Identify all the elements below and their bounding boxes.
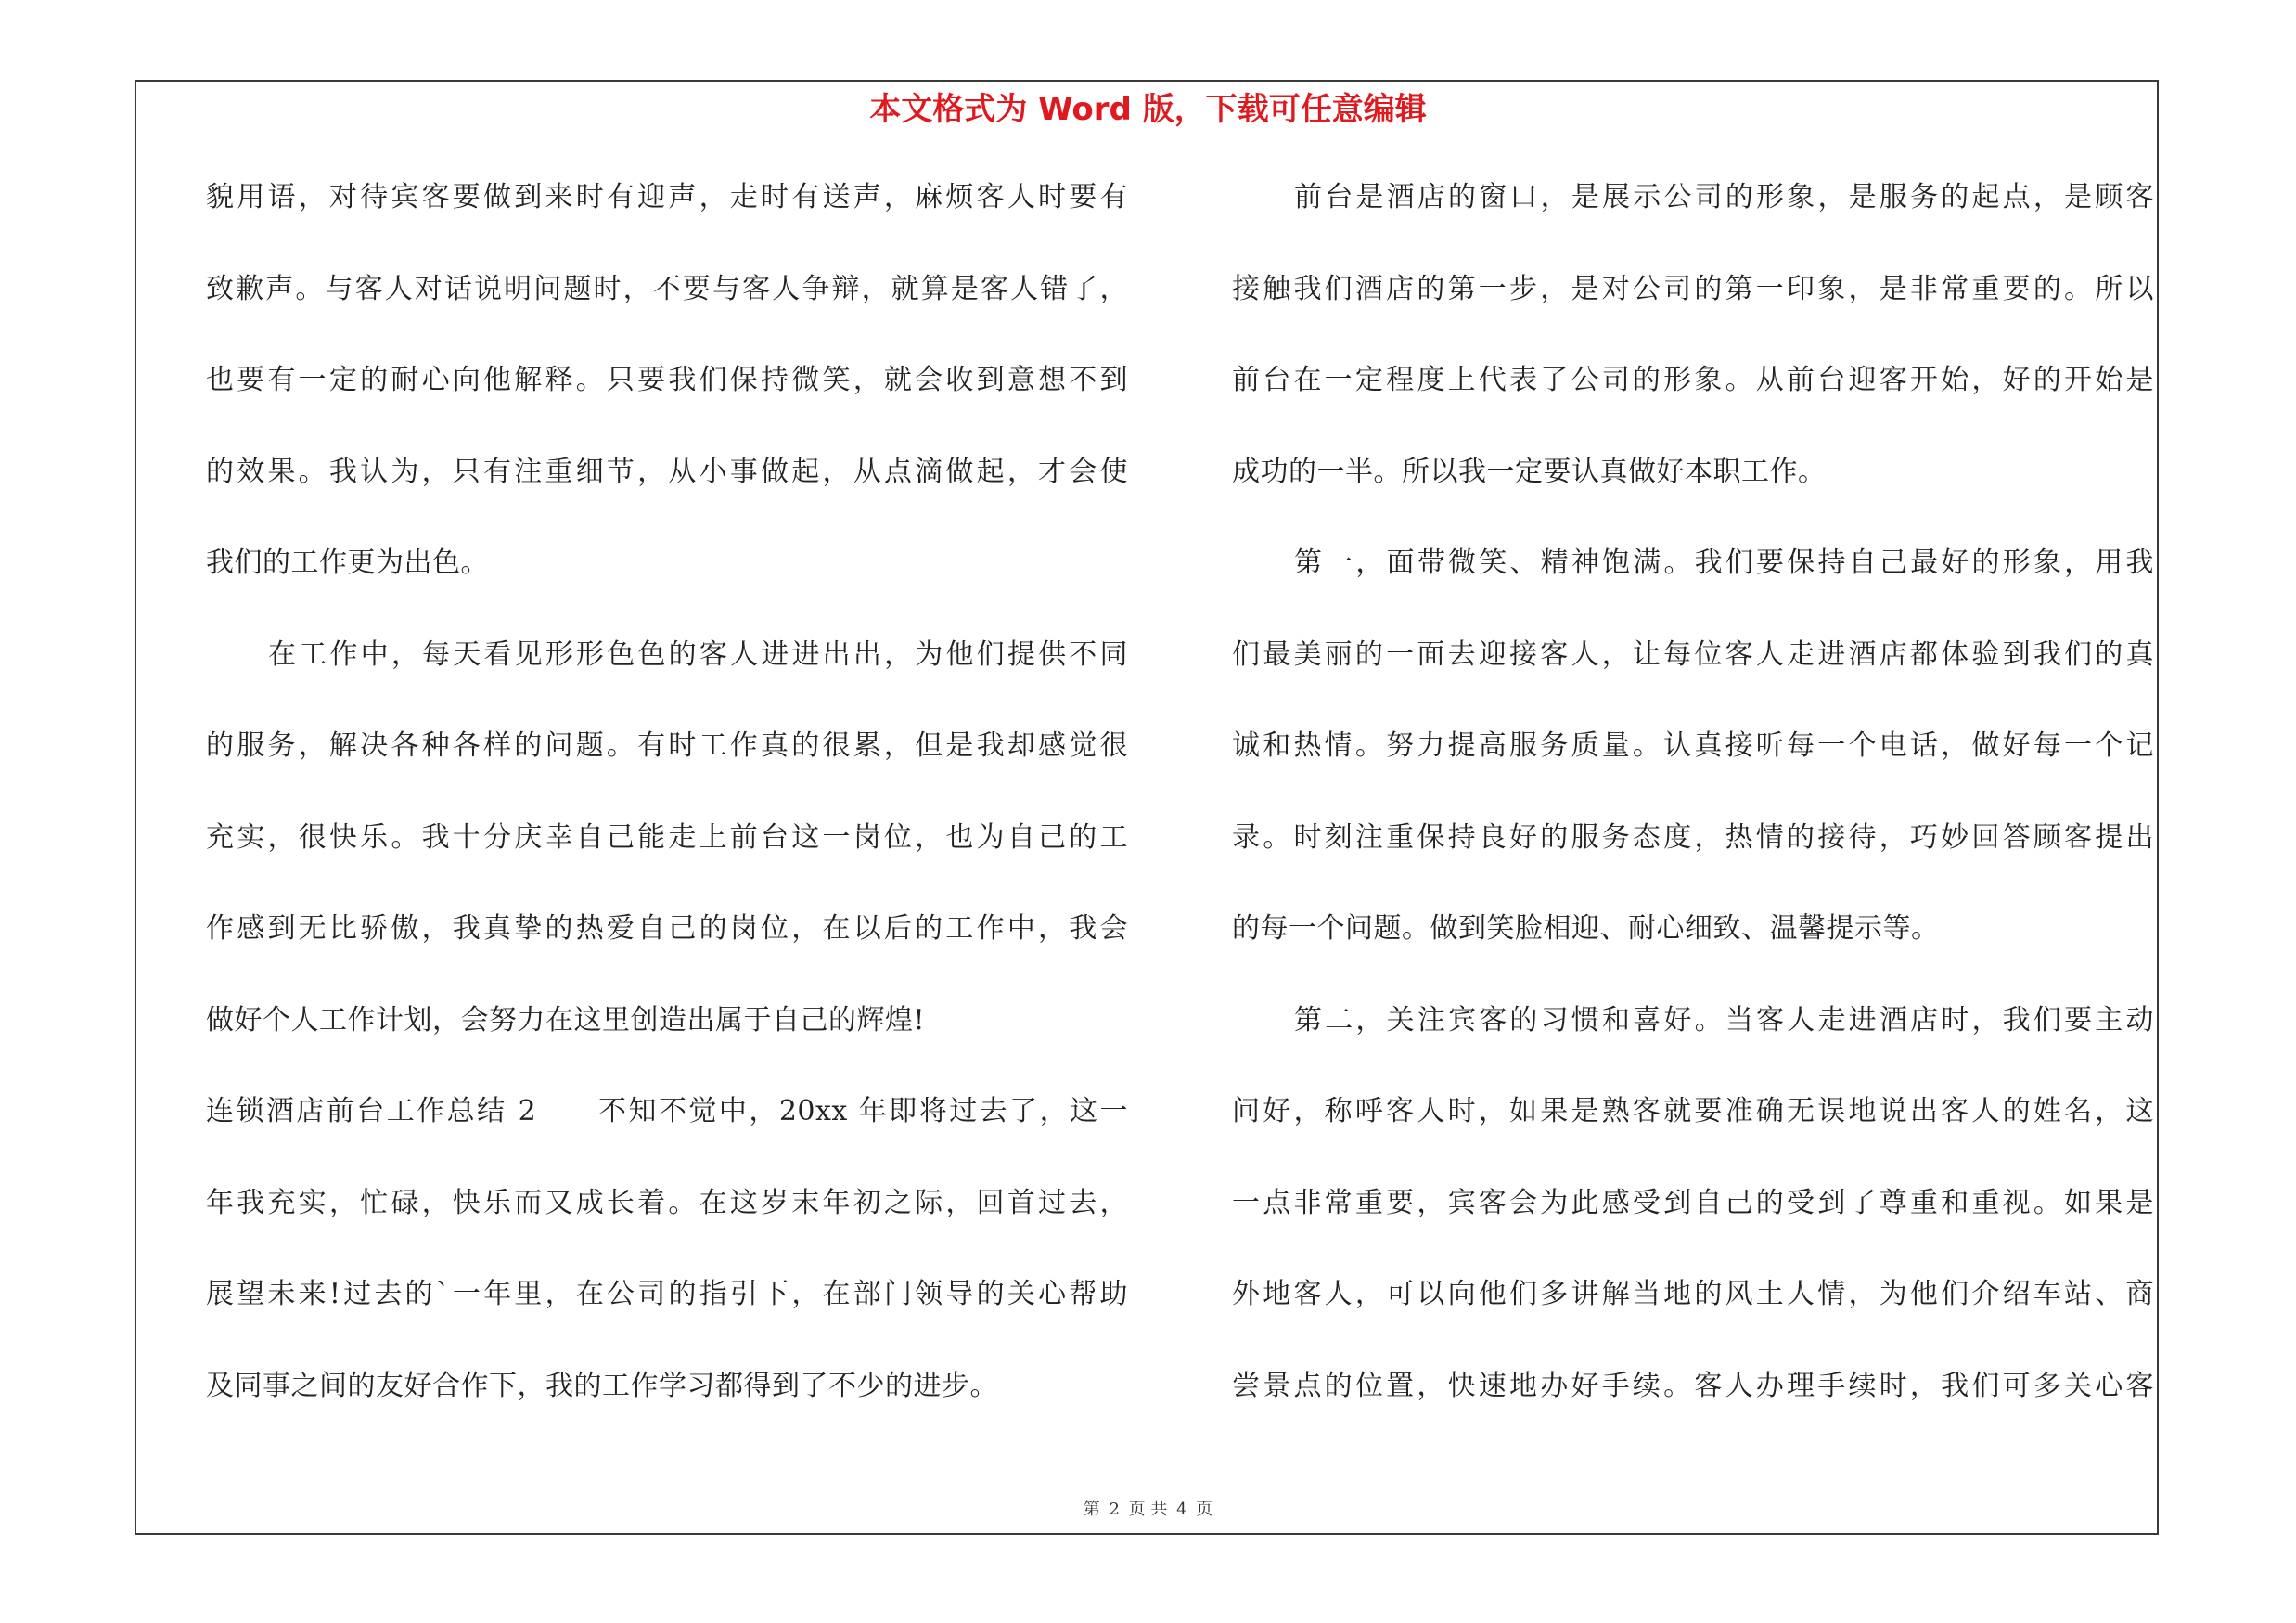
left-column [206, 179, 1128, 1459]
current-page-number: 2 [1109, 1500, 1120, 1519]
footer-suffix: 页 [1196, 1500, 1213, 1519]
paragraph-start-line: 第一，面带微笑、精神饱满。我们要保持自己最好的形象，用我 [1294, 547, 2154, 579]
text-line: 诚和热情。努力提高服务质量。认真接听每一个电话，做好每一个记 [1232, 729, 2154, 762]
text-line: 年我充实，忙碌，快乐而又成长着。在这岁末年初之际，回首过去， [206, 1186, 1128, 1219]
text-line: 录。时刻注重保持良好的服务态度，热情的接待，巧妙回答顾客提出 [1232, 820, 2154, 854]
paragraph-start-line: 在工作中，每天看见形形色色的客人进进出出，为他们提供不同 [268, 638, 1128, 671]
section-heading-line: 连锁酒店前台工作总结 2 不知不觉中，20xx 年即将过去了，这一 [206, 1095, 1128, 1127]
text-line: 接触我们酒店的第一步，是对公司的第一印象，是非常重要的。所以 [1232, 272, 2154, 305]
footer-prefix: 第 [1083, 1500, 1100, 1519]
text-line: 一点非常重要，宾客会为此感受到自己的受到了尊重和重视。如果是 [1232, 1186, 2154, 1219]
text-line: 的服务，解决各种各样的问题。有时工作真的很累，但是我却感觉很 [206, 729, 1128, 762]
page-footer [0, 1496, 2296, 1520]
text-line: 及同事之间的友好合作下，我的工作学习都得到了不少的进步。 [206, 1369, 998, 1402]
text-line: 我们的工作更为出色。 [206, 547, 489, 579]
text-line: 问好，称呼客人时，如果是熟客就要准确无误地说出客人的姓名，这 [1232, 1095, 2154, 1127]
text-line: 前台在一定程度上代表了公司的形象。从前台迎客开始，好的开始是 [1232, 364, 2154, 396]
total-page-count: 4 [1176, 1500, 1187, 1519]
text-line: 做好个人工作计划，会努力在这里创造出属于自己的辉煌! [206, 1003, 926, 1037]
text-line: 充实，很快乐。我十分庆幸自己能走上前台这一岗位，也为自己的工 [206, 820, 1128, 854]
text-line: 作感到无比骄傲，我真挚的热爱自己的岗位，在以后的工作中，我会 [206, 912, 1128, 945]
text-line: 展望未来!过去的`一年里，在公司的指引下，在部门领导的关心帮助 [206, 1278, 1128, 1310]
text-line: 的每一个问题。做到笑脸相迎、耐心细致、温馨提示等。 [1232, 912, 1940, 945]
footer-mid: 页 共 [1128, 1500, 1168, 1519]
text-line: 外地客人，可以向他们多讲解当地的风土人情，为他们介绍车站、商 [1232, 1278, 2154, 1310]
text-line: 貌用语，对待宾客要做到来时有迎声，走时有送声，麻烦客人时要有 [206, 181, 1128, 213]
format-banner: 本文格式为 Word 版，下载可任意编辑 [869, 91, 1427, 128]
paragraph-start-line: 前台是酒店的窗口，是展示公司的形象，是服务的起点，是顾客 [1294, 181, 2154, 213]
text-line: 成功的一半。所以我一定要认真做好本职工作。 [1232, 455, 1827, 488]
text-line: 们最美丽的一面去迎接客人，让每位客人走进酒店都体验到我们的真 [1232, 638, 2154, 671]
right-column [1232, 179, 2154, 1459]
text-line: 尝景点的位置，快速地办好手续。客人办理手续时，我们可多关心客 [1232, 1369, 2154, 1402]
paragraph-start-line: 第二，关注宾客的习惯和喜好。当客人走进酒店时，我们要主动 [1294, 1003, 2154, 1037]
text-line: 致歉声。与客人对话说明问题时，不要与客人争辩，就算是客人错了， [206, 272, 1128, 305]
text-line: 也要有一定的耐心向他解释。只要我们保持微笑，就会收到意想不到 [206, 364, 1128, 396]
text-line: 的效果。我认为，只有注重细节，从小事做起，从点滴做起，才会使 [206, 455, 1128, 488]
